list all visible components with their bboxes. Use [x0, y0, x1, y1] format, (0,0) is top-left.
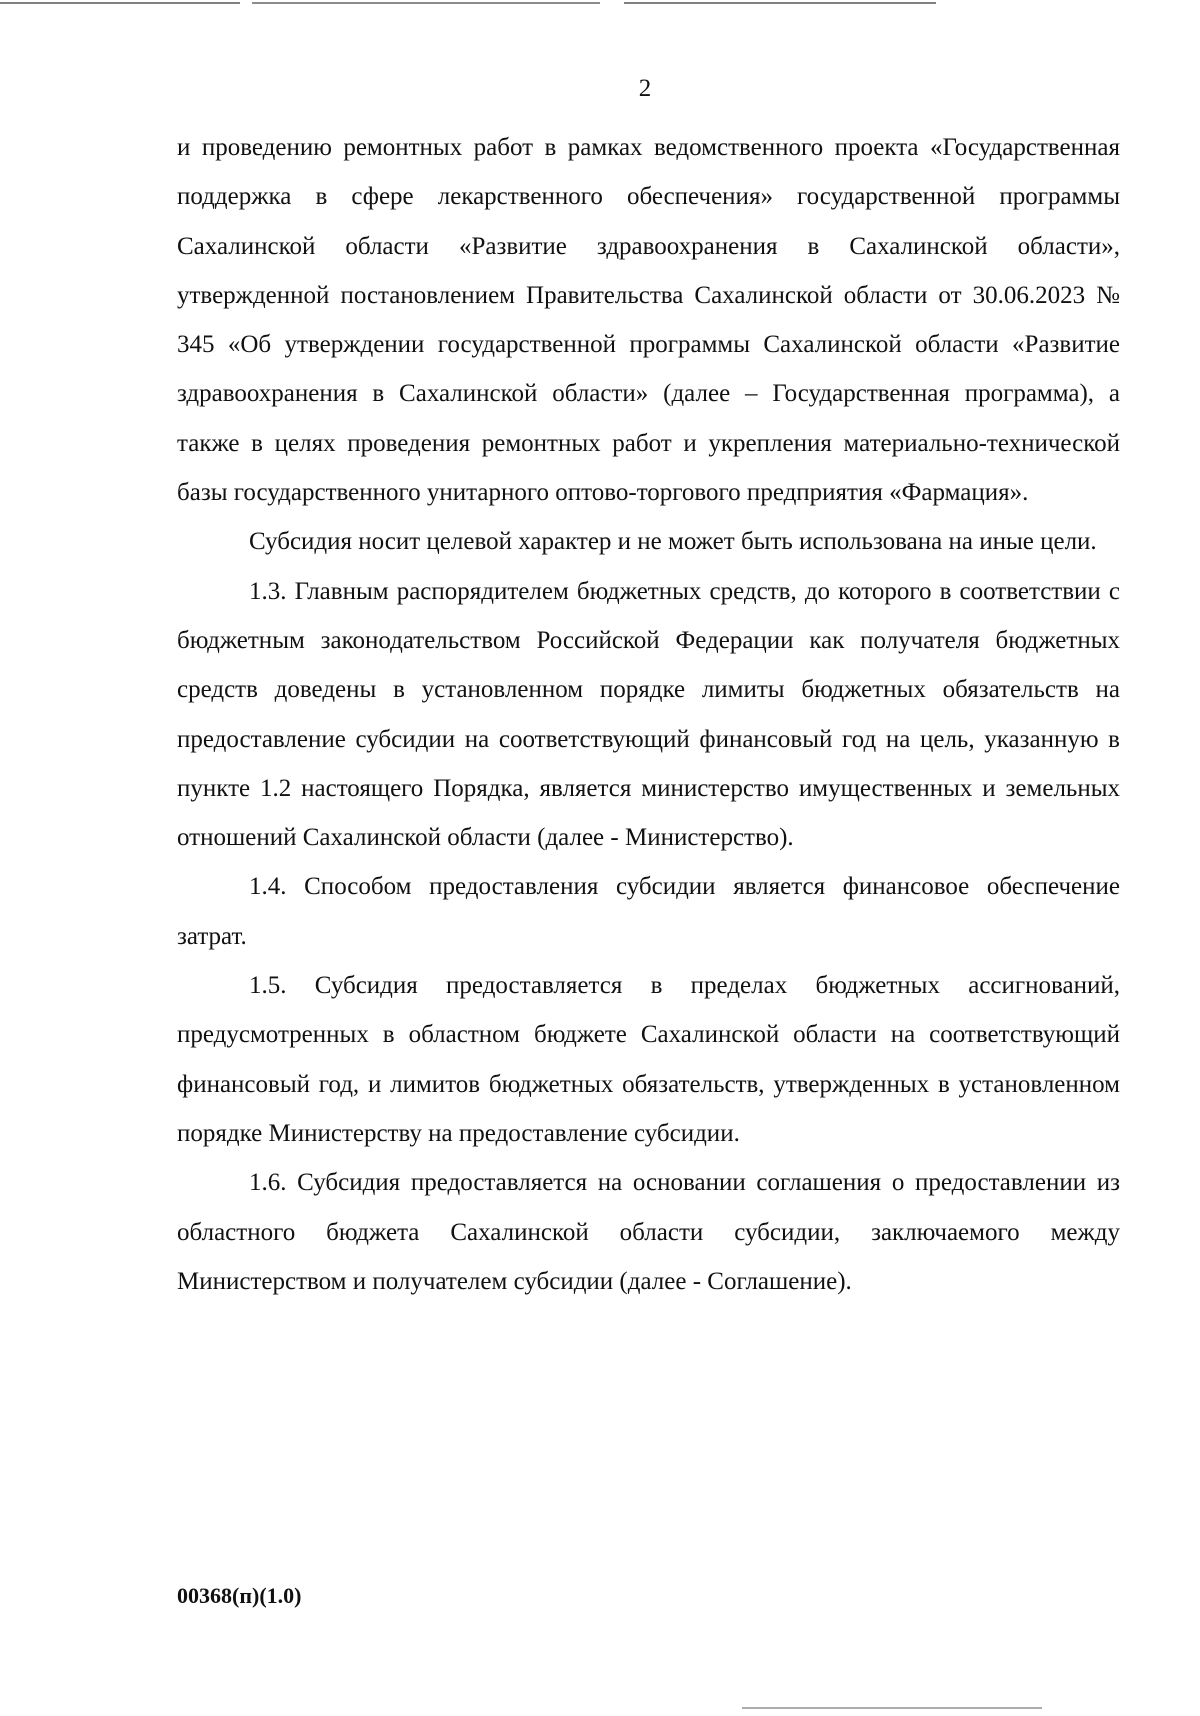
paragraph-1-5: 1.5. Субсидия предоставляется в пределах бюджетных ассигнований, предусмотренных в областном бюджете Сахалинской области на соответствующий финансовый год, и лимитов бюджетных обязательств, утвержденных в установленном порядке Министерству на предоставление субсидии. [177, 972, 1120, 1147]
paragraph-1-6: 1.6. Субсидия предоставляется на основании соглашения о предоставлении из областного бюджета Сахалинской области субсидии, заключаемого между Министерством и получателем субсидии (далее - Соглашение). [177, 1169, 1120, 1295]
document-body [177, 123, 1120, 1306]
page-number: 2 [638, 75, 652, 102]
scan-edge-top [0, 2, 1200, 4]
document-code: 00368(п)(1.0) [177, 1583, 302, 1608]
scan-edge-bottom [742, 1707, 1042, 1709]
paragraph-1-4: 1.4. Способом предоставления субсидии является финансовое обеспечение затрат. [177, 873, 1120, 950]
paragraph-continuation: и проведению ремонтных работ в рамках ведомственного проекта «Государственная поддержка в сфере лекарственного обеспечения» государственной программы Сахалинской области «Развитие здравоохранения в Сахалинской области», утвержденной постановлением Правительства Сахалинской области от 30.06.2023 № 345 «Об утверждении государственной программы Сахалинской области «Развитие здравоохранения в Сахалинской области» (далее – Государственная программа), а также в целях проведения ремонтных работ и укрепления материально-технической базы государственного унитарного оптово-торгового предприятия «Фармация». [177, 134, 1120, 507]
paragraph-subsidy-purpose: Субсидия носит целевой характер и не может быть использована на иные цели. [249, 528, 1097, 556]
paragraph-1-3: 1.3. Главным распорядителем бюджетных средств, до которого в соответствии с бюджетным законодательством Российской Федерации как получателя бюджетных средств доведены в установленном порядке лимиты бюджетных обязательств на предоставление субсидии на соответствующий финансовый год на цель, указанную в пункте 1.2 настоящего Порядка, является министерство имущественных и земельных отношений Сахалинской области (далее - Министерство). [177, 577, 1120, 852]
